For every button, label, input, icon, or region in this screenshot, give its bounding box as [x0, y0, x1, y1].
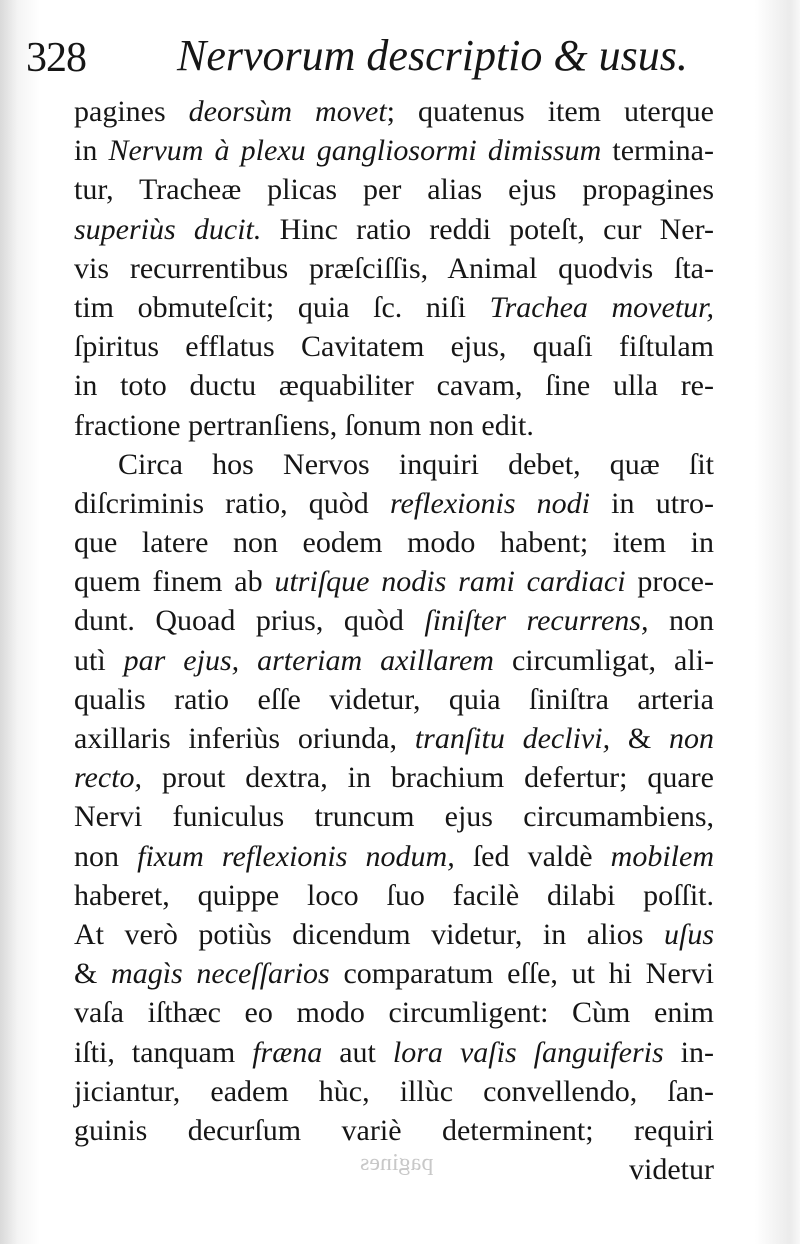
text-line: dunt. Quoad prius, quòd ſiniſter recurrens, non	[74, 604, 714, 638]
text-line: in toto ductu æquabiliter cavam, ſine ulla re-	[74, 369, 714, 403]
text-line: vis recurrentibus præſciſſis, Animal quodvis ſta-	[74, 251, 714, 285]
page-header	[22, 28, 762, 88]
text-line: guinis decurſum variè determinent; requiri	[74, 1113, 714, 1147]
text-line: & magìs neceſſarios comparatum eſſe, ut hi Nervi	[74, 957, 714, 991]
text-line: non fixum reflexionis nodum, ſed valdè mobilem	[74, 839, 714, 873]
running-head: Nervorum descriptio & usus.	[177, 31, 688, 80]
text-line: haberet, quippe loco ſuo facilè dilabi poſſit.	[74, 878, 714, 912]
text-line: Nervi funiculus truncum ejus circumambiens,	[74, 800, 714, 834]
text-line: vaſa iſthæc eo modo circumligent: Cùm enim	[74, 996, 714, 1030]
text-line: axillaris inferiùs oriunda, tranſitu declivi, & non	[74, 722, 715, 755]
text-line: At verò potiùs dicendum videtur, in alios uſus	[74, 917, 714, 951]
text-line: iſti, tanquam fræna aut lora vaſis ſanguiferis in-	[74, 1035, 715, 1069]
text-line: diſcriminis ratio, quòd reflexionis nodi in utro-	[74, 486, 715, 520]
text-line: in Nervum à plexu gangliosormi dimissum termina-	[74, 134, 714, 168]
text-line: tim obmuteſcit; quia ſc. niſi Trachea movetur,	[74, 290, 714, 324]
show-through-text: pagines	[360, 1150, 434, 1176]
text-line: quem finem ab utriſque nodis rami cardiaci proce-	[74, 565, 714, 599]
text-line: pagines deorsùm movet; quatenus item uterque	[74, 95, 714, 128]
text-line: tur, Tracheæ plicas per alias ejus propagines	[74, 173, 714, 207]
text-line: qualis ratio eſſe videtur, quia ſiniſtra arteria	[74, 682, 714, 716]
text-line: que latere non eodem modo habent; item in	[74, 526, 714, 560]
text-line: utì par ejus, arteriam axillarem circumligat, ali-	[74, 643, 715, 677]
catchword: videtur	[629, 1153, 714, 1187]
text-line: ſpiritus efflatus Cavitatem ejus, quaſi fiſtulam	[74, 330, 714, 364]
text-line: superiùs ducit. Hinc ratio reddi poteſt, cur Ner-	[74, 212, 714, 246]
page-number: 328	[26, 35, 86, 81]
text-line: fractione pertranſiens, ſonum non edit.	[74, 408, 534, 442]
text-line: jiciantur, eadem hùc, illùc convellendo, ſan-	[74, 1074, 714, 1108]
body-text	[74, 92, 714, 1189]
text-line: Circa hos Nervos inquiri debet, quæ ſit	[118, 447, 714, 481]
text-line: recto, prout dextra, in brachium defertur; quare	[74, 761, 714, 795]
